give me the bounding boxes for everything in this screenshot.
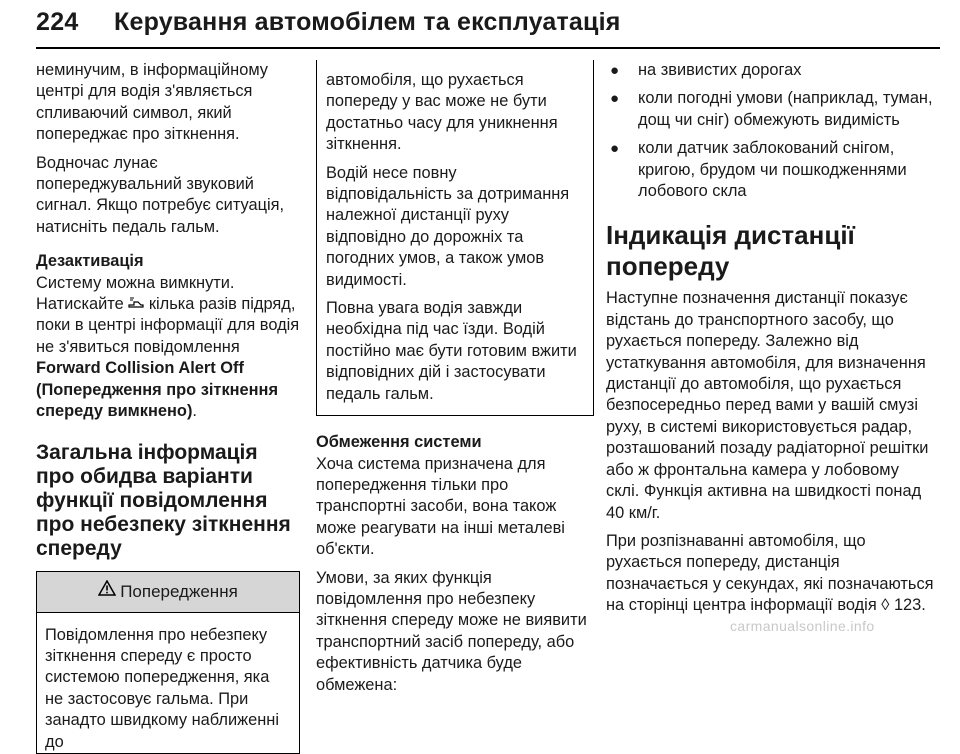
paragraph: Водночас лунає попереджувальний звуковий сигнал. Якщо потребує ситуація, натисніть педаль гальм. [36,153,285,236]
paragraph: Наступне позначення дистанції показує відстань до транспортного засобу, що рухається попереду. Залежно від устаткування автомобіля, для визначення дистанції до автомобіля, що рухається безпосередньо перед вами у вашій смузі руху, в системі використовується радар, розташований позаду радіаторної решітки або ж фронтальна камера у лобовому склі. Функція активна на швидкості понад 40 км/г. [606,289,929,522]
section-heading: Індикація дистанції попереду [606,220,855,282]
warning-triangle-icon [98,580,116,602]
header-rule [36,47,940,49]
column-2 [316,60,594,703]
list-item: ● коли датчик заблокований снігом, кригою, брудом чи пошкодженнями лобового скла [610,139,907,201]
list-item: ● коли погодні умови (наприклад, туман, дощ чи сніг) обмежують видимість [610,89,933,129]
paragraph: Систему можна вимкнути. [36,273,235,292]
paragraph: Умови, за яких функція повідомлення про небезпеку зіткнення спереду може не виявити транспортний засіб попереду, або ефективність датчика буде обмежена: [316,568,587,694]
list-item: ● на звивистих дорогах [610,61,802,79]
paragraph: неминучим, в інформаційному центрі для водія з'являється спливаючий символ, який попереджає про зіткнення. [36,61,268,144]
deactivation-paragraph: Натискайте кілька разів підряд, поки в центрі інформації для водія не з'явиться повідомлення Forward Collision Alert Off (Попередження про зіткнення спереду вимкнено). [36,295,300,421]
watermark: carmanualsonline.info [730,618,875,634]
column-3 [606,60,936,624]
message-text: Forward Collision Alert Off (Попередження про зіткнення спереду вимкнено) [36,359,279,421]
page-reference-icon: ◊ [881,596,890,615]
warning-body: Повідомлення про небезпеку зіткнення спереду є просто системою попередження, яка не застосовує гальма. При занадто швидкому наближенні до [45,625,279,751]
paragraph: Хоча система призначена для попередження тільки про транспортні засоби, вона також може реагувати на інші металеві об'єкти. [316,454,565,559]
warning-title: Попередження [120,581,238,601]
page-number: 224 [36,8,79,36]
conditions-list [606,60,936,202]
collision-alert-icon [128,294,144,315]
warning-box-continued [316,60,594,416]
chapter-title: Керування автомобілем та експлуатація [114,8,621,36]
warning-header [37,572,299,613]
paragraph: При розпізнаванні автомобіля, що рухається попереду, дистанція позначається у секундах, які позначаються на сторінці центра інформації водія ◊ 123. [606,531,934,615]
warning-box [36,571,300,754]
paragraph: Повна увага водія завжди необхідна під час їзди. Водій постійно має бути готовим вжити відповідних дій і застосувати педаль гальм. [326,299,577,403]
page-reference[interactable]: 123 [893,596,922,615]
paragraph: Водій несе повну відповідальність за дотримання належної дистанції руху відповідно до дорожніх та погодних умов, а також умов видимості. [326,163,570,289]
paragraph: автомобіля, що рухається попереду у вас може не бути достатньо часу для уникнення зіткнення. [326,71,558,154]
limitations-heading: Обмеження системи [316,433,482,452]
deactivation-heading: Дезактивація [36,252,144,271]
column-1 [36,60,300,754]
page-header [36,8,936,60]
section-heading: Загальна інформація про обидва варіанти функції повідомлення про небезпеку зіткнення спереду [36,440,291,560]
